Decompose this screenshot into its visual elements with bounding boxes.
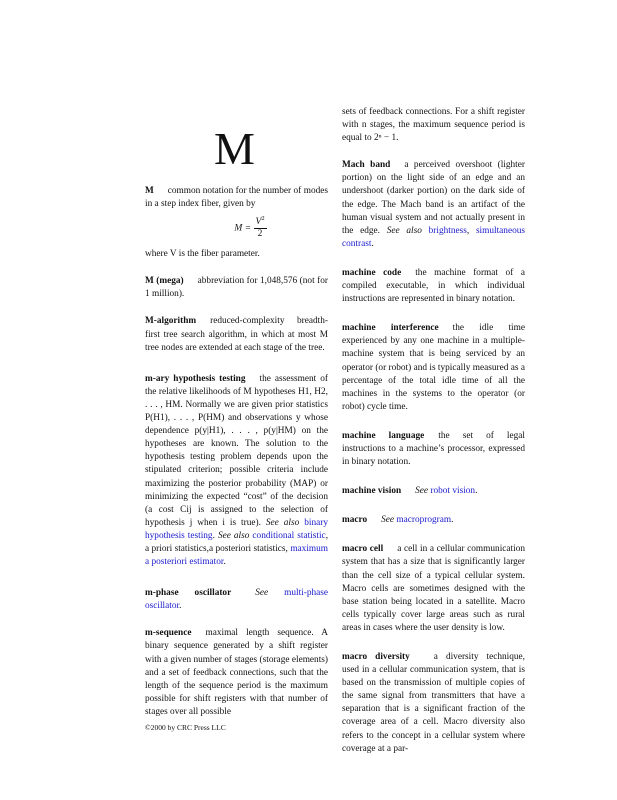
entry-term: machine interference [342, 323, 439, 334]
entry-term: machine vision [342, 486, 402, 497]
entry-m-sequence [145, 627, 328, 719]
entry-machine-language [342, 430, 525, 469]
see-also: See also [217, 530, 250, 541]
entry-text: abbreviation for 1,048,576 (not for 1 million). [145, 276, 329, 300]
entry-text: a perceived overshoot (lighter portion) on the light side of an edge and an undershoot (darker portion) on the dark side of the edge. The Mach band is an artifact of the human visual system and not actually present in the edge. [342, 160, 525, 236]
entry-text: a cell in a cellular communication system that has a size that is significantly larger than the cell size of a typical cellular system. Macro cells are sometimes designed with the base station being located in a satellite. Macro cells typically cover large areas such as rural areas in cases where the user density is low. [342, 544, 525, 633]
entry-machine-vision [342, 485, 525, 498]
link-conditional-statistic[interactable]: conditional statistic [252, 530, 326, 541]
see-also: See also [386, 225, 422, 236]
link-simultaneous-contrast[interactable]: simultaneous contrast [342, 225, 526, 249]
formula [173, 217, 328, 240]
entry-text: reduced-complexity breadth-first tree search algorithm, in which at most M tree nodes are extended at each stage of the tree. [145, 316, 328, 353]
entry-term: macro diversity [342, 652, 410, 662]
entry-end: . [475, 486, 478, 497]
entry-text: , a priori statistics,a posteriori statistics, [145, 530, 329, 554]
entry-m [145, 185, 328, 211]
entry-term: machine code [342, 267, 402, 278]
entry-m-phase-oscillator [145, 587, 328, 613]
entry-end: . [451, 515, 454, 526]
entry-text: common notation for the number of modes in a step index fiber, given by [145, 186, 328, 210]
entry-text: the idle time experienced by any one machine in a multiple-machine system that is being serviced by an operator (or robot) and is typically measured as a percentage of the total idle time of all the machines in the systems to the operator (or robot) cycle time. [342, 323, 525, 412]
formula-denominator: 2 [257, 229, 263, 240]
entry-end: . [179, 601, 182, 612]
entry-m-cont: where V is the fiber parameter. [145, 249, 260, 260]
entry-machine-code [342, 267, 525, 306]
entry-term: m-ary hypothesis testing [145, 373, 246, 384]
entry-end: . [223, 557, 226, 568]
see: See [255, 588, 269, 599]
left-column [145, 185, 328, 733]
entry-term: Mach band [342, 160, 391, 171]
entry-macro-diversity [342, 651, 525, 756]
see: See [381, 515, 395, 526]
entry-term: macro cell [342, 544, 384, 555]
entry-text: the machine format of a compiled executable, in which individual instructions are represented in binary notation. [342, 267, 525, 305]
entry-m-sequence-cont: sets of feedback connections. For a shift register with n stages, the maximum sequence period is equal to 2ⁿ − 1. [342, 107, 525, 144]
link-robot-vision[interactable]: robot vision [430, 486, 476, 497]
entry-macro [342, 514, 525, 527]
entry-mega [145, 275, 328, 301]
comma: , [466, 225, 470, 236]
link-macroprogram[interactable]: macroprogram [396, 515, 452, 526]
entry-term: M (mega) [145, 276, 184, 287]
entry-end: . [371, 238, 374, 249]
entry-m-ary-hypothesis-testing: m-ary hypothesis testing the assessment of the relative likelihoods of M hypotheses H1, H2, . . . , HM. Normally we are given prior statistics P(H1), . . . , P(HM) and observations y whose dependence p(y|H1), . . . , p(y|HM) on the hypotheses are known. The solution to the hypothesis testing problem depends upon the stipulated criterion; possible criteria include maximizing the posterior probability (MAP) or minimizing the expected “cost” of the decision (a cost Cij is assigned to the selection of hypothesis j when i is true). See also binary hypothesis testing. See also conditional statistic, a priori statistics,a posteriori statistics, maximum a posteriori estimator. [145, 373, 329, 568]
entry-mach-band [342, 159, 525, 251]
entry-m-algorithm [145, 315, 328, 354]
link-binary-hypothesis-testing[interactable]: binary hypothesis testing [145, 517, 328, 541]
link-maximum-a-posteriori-estimator[interactable]: maximum a posteriori estimator [145, 543, 329, 568]
entry-term: macro [342, 515, 368, 526]
entry-term: M-algorithm [145, 316, 197, 327]
formula-fraction [254, 217, 267, 240]
link-brightness[interactable]: brightness [428, 225, 467, 236]
entry-text: a diversity technique, used in a cellular communication system, that is based on the transmission of multiple copies of the same signal from transmitters that have a separation that is a significant fraction of the coverage area of a cell. Macro diversity also refers to the concept in a cellular system where coverage at a par- [342, 652, 525, 754]
formula-exponent: 2 [261, 215, 265, 223]
section-letter: M [214, 123, 255, 174]
entry-term: machine language [342, 430, 425, 441]
entry-machine-interference [342, 322, 525, 414]
entry-term: m-sequence [145, 628, 192, 639]
see-also: See also [265, 517, 300, 528]
copyright-footer: ©2000 by CRC Press LLC [145, 723, 226, 732]
entry-text: the set of legal instructions to a machine’s processor, expressed in binary notation. [342, 430, 525, 468]
entry-text: maximal length sequence. A binary sequence generated by a shift register with a given number of stages (storage elements) and a set of feedback connections, such that the length of the sequence period is the maximum possible for shift registers with that number of stages over all possible [145, 628, 328, 717]
link-multi-phase-oscillator[interactable]: multi-phase oscillator [145, 588, 329, 612]
entry-macro-cell [342, 543, 525, 635]
see: See [415, 486, 429, 497]
entry-term: m-phase oscillator [145, 588, 232, 599]
formula-numerator: V [255, 217, 262, 228]
entry-term: M [145, 186, 154, 196]
formula-lhs: M = [234, 223, 252, 234]
entry-text: the assessment of the relative likelihoods of M hypotheses H1, H2, . . . , HM. Normally we are given prior statistics P(H1), . . . , P(HM) and observations y whose dependence p(y|H1), . . . , p(y|HM) on the hypotheses are known. The solution to the hypothesis testing problem depends upon the stipulated criterion; possible criteria include maximizing the posterior probability (MAP) or minimizing the expected “cost” of the decision (a cost Cij is assigned to the selection of hypothesis j when i is true). [145, 373, 328, 528]
right-column [342, 106, 525, 770]
